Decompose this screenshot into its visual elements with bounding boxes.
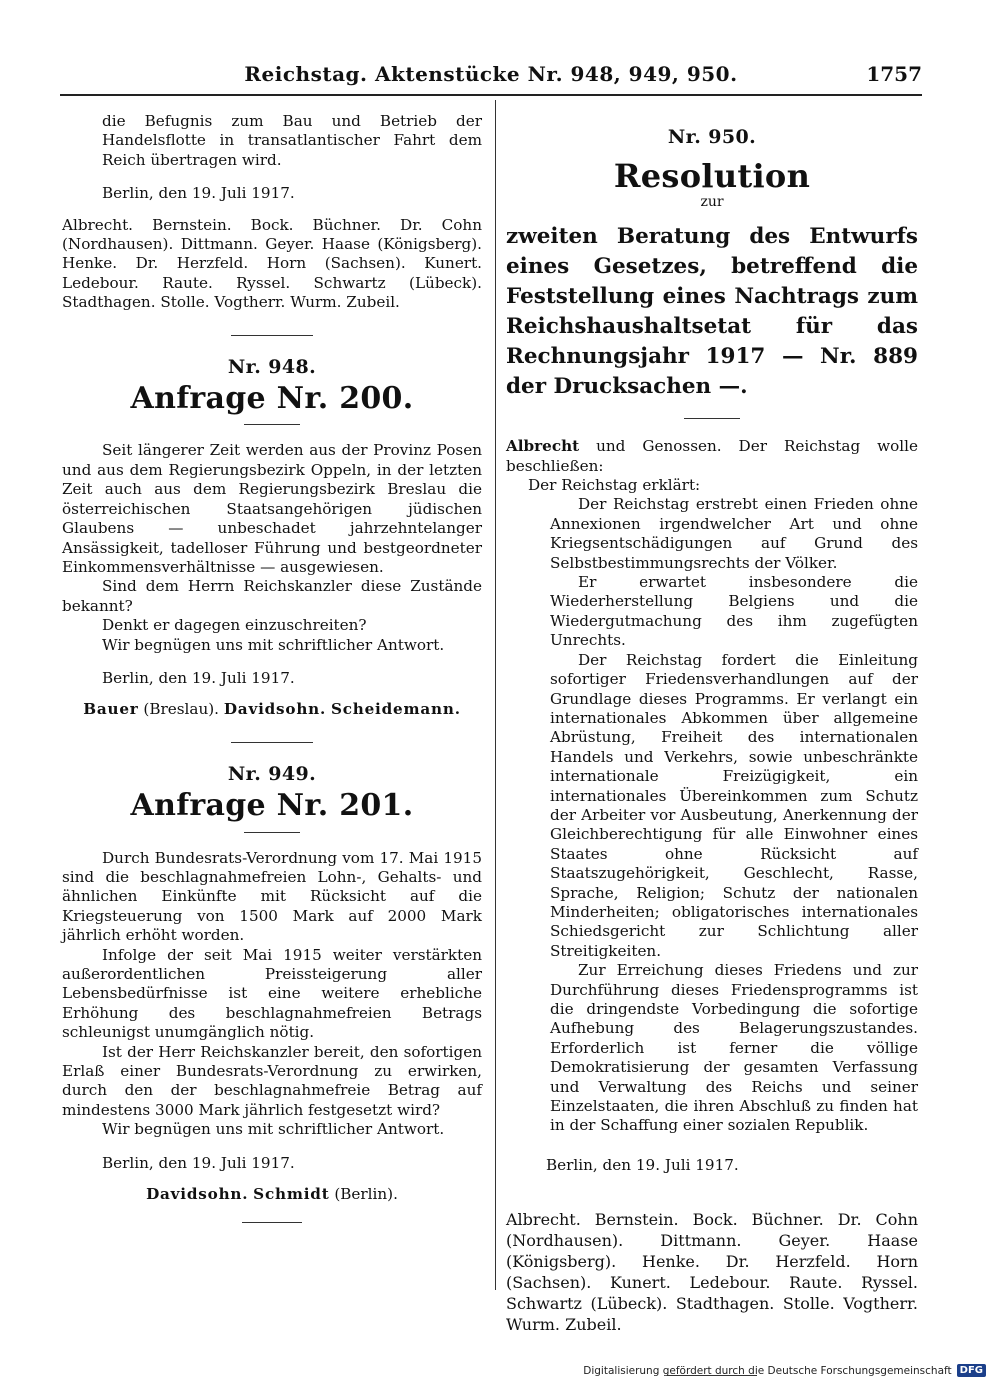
heading-zur: zur bbox=[700, 193, 724, 210]
signature-place: (Breslau). bbox=[138, 700, 224, 719]
paragraph: Durch Bundesrats-Verordnung vom 17. Mai 1915 sind die beschlagnahmefreien Lohn-, Gehalts- und ähnlichen Einkünfte mit Rücksicht auf die Kriegsteuerung von 1500 Mark auf 2000 Mark jährlich erhöht worden. bbox=[62, 848, 482, 945]
heading-anfrage-201: Anfrage Nr. 201. bbox=[130, 788, 414, 824]
paragraph: Ist der Herr Reichskanzler bereit, den sofortigen Erlaß einer Bundesrats-Verordnung zu erwirken, durch den der beschlagnahmefreie Betrag auf mindestens 3000 Mark jährlich festgesetzt wird? bbox=[62, 1042, 482, 1119]
dfg-logo: DFG bbox=[957, 1364, 986, 1377]
signature-name: Schmidt bbox=[253, 1185, 330, 1204]
running-header bbox=[60, 62, 922, 98]
end-rule bbox=[242, 1222, 302, 1223]
heading-anfrage-200: Anfrage Nr. 200. bbox=[130, 381, 414, 417]
section-divider bbox=[231, 742, 313, 743]
paragraph: Sind dem Herrn Reichskanzler diese Zustände bekannt? bbox=[62, 577, 482, 615]
left-column bbox=[62, 112, 482, 1239]
heading-rule bbox=[684, 418, 740, 419]
date-line: Berlin, den 19. Juli 1917. bbox=[102, 668, 295, 687]
header-rule bbox=[60, 94, 922, 96]
signature-place: (Berlin). bbox=[329, 1185, 398, 1204]
signature-name: Bauer bbox=[83, 700, 139, 719]
section-divider bbox=[231, 335, 313, 336]
signature-name: Scheidemann. bbox=[330, 700, 461, 719]
signature-line bbox=[62, 1185, 482, 1204]
document-number-948: Nr. 948. bbox=[227, 355, 317, 378]
heading-rule bbox=[244, 424, 300, 425]
paragraph: Zur Erreichung dieses Friedens und zur Durchführung dieses Friedensprogramms ist die dringendste Vorbedingung die sofortige Aufhebung des Belagerungszustandes. Erforderlich ist ferner die völlige Demokratisierung der gesamten Verfassung und Verwaltung des Reichs und seiner Einzelstaaten, die ihren Abschluß zu finden hat in der Schaffung einer sozialen Republik. bbox=[550, 961, 918, 1135]
signatories: Albrecht. Bernstein. Bock. Büchner. Dr. Cohn (Nordhausen). Dittmann. Geyer. Haase (Königsberg). Henke. Dr. Herzfeld. Horn (Sachsen). Kunert. Ledebour. Raute. Ryssel. Schwartz (Lübeck). Stadthagen. Stolle. Vogtherr. Wurm. Zubeil. bbox=[506, 1210, 918, 1335]
document-number-949: Nr. 949. bbox=[227, 762, 317, 785]
heading-resolution: Resolution bbox=[613, 157, 811, 196]
paragraph: Seit längerer Zeit werden aus der Provinz Posen und aus dem Regierungsbezirk Oppeln, in der letzten Zeit auch aus dem Regierungsbezirk Breslau die österreichischen Staatsangehörigen jüdischen Glaubens — unbeschadet jahrzehntelanger Ansässigkeit, tadelloser Führung und bestgeordneter Einkommensverhältnisse — ausgewiesen. bbox=[62, 441, 482, 576]
header-title: Reichstag. Aktenstücke Nr. 948, 949, 950. bbox=[244, 62, 738, 86]
resolution-intro bbox=[506, 437, 918, 476]
signatories: Albrecht. Bernstein. Bock. Büchner. Dr. Cohn (Nordhausen). Dittmann. Geyer. Haase (Königsberg). Henke. Dr. Herzfeld. Horn (Sachsen). Kunert. Ledebour. Raute. Ryssel. Schwartz (Lübeck). Stadthagen. Stolle. Vogtherr. Wurm. Zubeil. bbox=[62, 215, 482, 312]
mover-name: Albrecht bbox=[506, 437, 580, 456]
paragraph: Denkt er dagegen einzuschreiten? bbox=[102, 616, 367, 635]
resolution-body bbox=[506, 495, 918, 1135]
date-line: Berlin, den 19. Juli 1917. bbox=[546, 1155, 739, 1174]
paragraph: Wir begnügen uns mit schriftlicher Antwort. bbox=[102, 635, 445, 654]
continuation-text: die Befugnis zum Bau und Betrieb der Handelsflotte in transatlantischer Fahrt dem Reich übertragen wird. bbox=[102, 112, 482, 169]
signature-name: Davidsohn. bbox=[146, 1185, 249, 1204]
date-line: Berlin, den 19. Juli 1917. bbox=[102, 1153, 295, 1172]
paragraph: Der Reichstag fordert die Einleitung sofortiger Friedensverhandlungen auf der Grundlage dieses Programms. Er verlangt ein internationales Abkommen über allgemeine Abrüstung, Freiheit des internationalen Handels und Verkehrs, sowie unbeschränkte internationale Freizügigkeit, ein internationales Übereinkommen zum Schutz der Arbeiter vor Ausbeutung, Anerkennung der Gleichberechtigung für alle Einwohner eines Staates ohne Rücksicht auf Staatszugehörigkeit, Geschlecht, Rasse, Sprache, Religion; Schutz der nationalen Minderheiten; obligatorisches internationales Schiedsgericht zur Schlichtung aller Streitigkeiten. bbox=[550, 650, 918, 960]
resolution-subtitle: zweiten Beratung des Entwurfs eines Gesetzes, betreffend die Feststellung eines Nachtrags zum Reichshaushaltsetat für das Rechnungsjahr 1917 — Nr. 889 der Drucksachen —. bbox=[506, 224, 918, 400]
signature-name: Davidsohn. bbox=[223, 700, 327, 719]
paragraph: Infolge der seit Mai 1915 weiter verstärkten außerordentlichen Preissteigerung aller Lebensbedürfnisse ist eine weitere erhebliche Erhöhung des beschlagnahmefreien Betrags schleunigst unumgänglich nötig. bbox=[62, 945, 482, 1042]
paragraph: Der Reichstag erstrebt einen Frieden ohne Annexionen irgendwelcher Art und ohne Kriegsentschädigungen auf Grund des Selbstbestimmungsrechts der Völker. bbox=[550, 495, 918, 572]
signature-line bbox=[62, 700, 482, 719]
paragraph: Wir begnügen uns mit schriftlicher Antwort. bbox=[102, 1120, 445, 1139]
credit-text: Digitalisierung gefördert durch die Deutsche Forschungsgemeinschaft bbox=[583, 1364, 952, 1377]
paragraph: Er erwartet insbesondere die Wiederherstellung Belgiens und die Wiedergutmachung des ihm zugefügten Unrechts. bbox=[550, 573, 918, 650]
page-number: 1757 bbox=[866, 62, 922, 86]
document-number-950: Nr. 950. bbox=[667, 126, 757, 148]
digitization-credit bbox=[583, 1364, 986, 1377]
declaration-lead: Der Reichstag erklärt: bbox=[528, 476, 701, 495]
date-line: Berlin, den 19. Juli 1917. bbox=[102, 184, 295, 203]
heading-rule bbox=[244, 832, 300, 833]
intro-text: und Genossen. Der Reichstag wolle beschließen: bbox=[506, 437, 918, 475]
right-column bbox=[506, 112, 918, 1392]
column-divider bbox=[495, 100, 496, 1290]
